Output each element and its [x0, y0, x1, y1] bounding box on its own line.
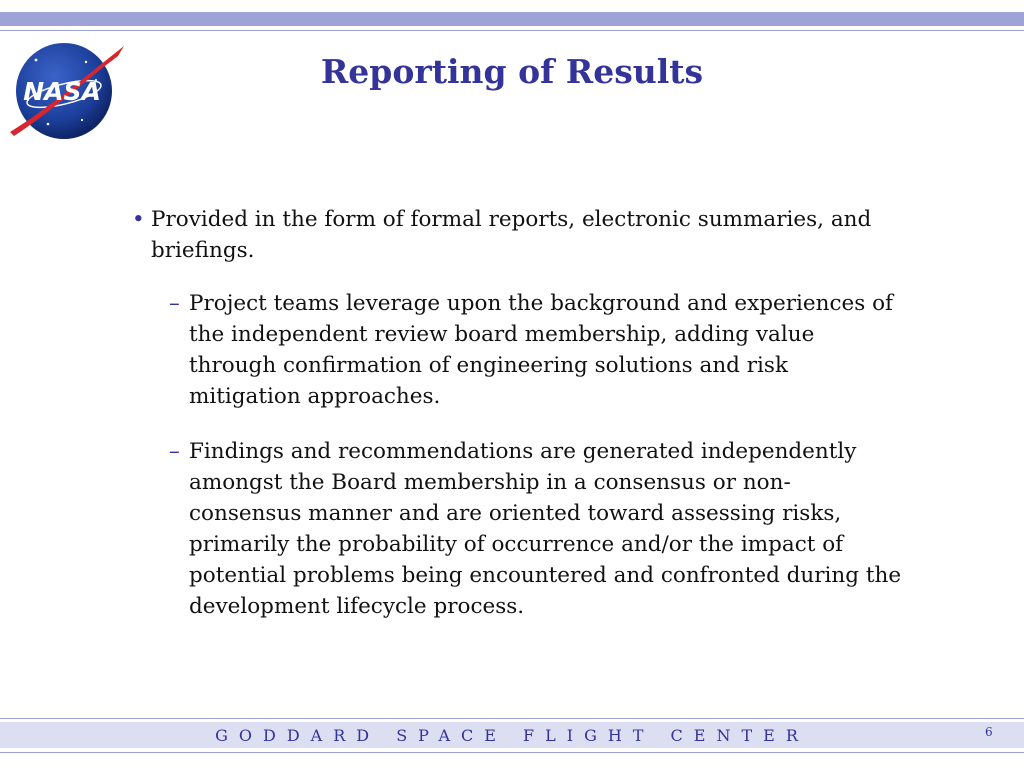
- sub-bullet-item: [132, 288, 902, 412]
- header-band: [0, 12, 1024, 26]
- sub-bullet-marker: –: [169, 291, 180, 316]
- logo-text: NASA: [23, 77, 101, 106]
- sub-bullet-item: [132, 436, 902, 622]
- header-rule: [0, 30, 1024, 31]
- bullet-text: Provided in the form of formal reports, electronic summaries, and briefings.: [151, 207, 872, 263]
- sub-bullet-text: Findings and recommendations are generated independently amongst the Board membership in a consensus or non-consensus manner and are oriented toward assessing risks, primarily the probability of occurrence and/or the impact of potential problems being encountered and confronted during the development lifecycle process.: [189, 439, 902, 619]
- sub-bullet-marker: –: [169, 439, 180, 464]
- page-number: 6: [985, 725, 993, 739]
- bullet-list: [132, 204, 902, 646]
- footer-text: GODDARD SPACE FLIGHT CENTER: [215, 726, 809, 745]
- page-title: Reporting of Results: [320, 52, 704, 91]
- sub-bullet-text: Project teams leverage upon the background and experiences of the independent review board membership, adding value through confirmation of engineering solutions and risk mitigation approaches.: [189, 291, 893, 409]
- bullet-marker: •: [132, 207, 145, 232]
- footer-rule: [0, 718, 1024, 719]
- bullet-item: [132, 204, 902, 266]
- footer-rule-bottom: [0, 752, 1024, 753]
